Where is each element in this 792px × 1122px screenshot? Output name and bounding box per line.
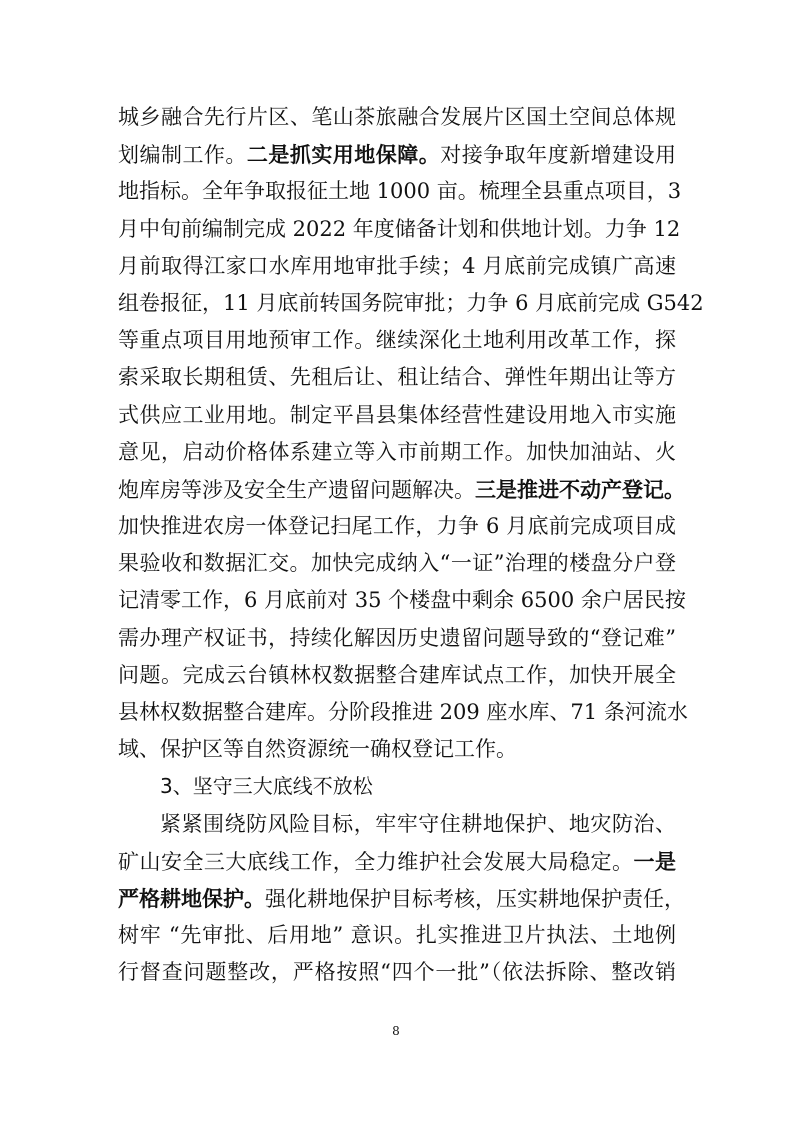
text-line: 索采取长期租赁、先租后让、租让结合、弹性年期出让等方 <box>118 365 676 390</box>
text-line: 域、保护区等自然资源统一确权登记工作。 <box>118 737 517 762</box>
emphasis-text: 严格耕地保护。 <box>118 885 265 911</box>
text-line: 需办理产权证书，持续化解因历史遗留问题导致的“登记难” <box>118 625 676 650</box>
text-line: 城乡融合先行片区、笔山茶旅融合发展片区国土空间总体规 <box>118 105 676 129</box>
text-line: 式供应工业用地。制定平昌县集体经营性建设用地入市实施 <box>118 402 676 427</box>
text-line: 意见，启动价格体系建立等入市前期工作。加快加油站、火 <box>118 439 676 464</box>
text-line: 月中旬前编制完成 2022 年度储备计划和供地计划。力争 12 <box>118 216 681 241</box>
text-line: 炮库房等涉及安全生产遗留问题解决。三是推进不动产登记。 <box>118 476 685 502</box>
text-line: 树牢 “先审批、后用地” 意识。扎实推进卫片执法、土地例 <box>118 923 676 948</box>
text-line: 问题。完成云台镇林权数据整合建库试点工作，加快开展全 <box>118 662 676 687</box>
section-heading: 3、坚守三大底线不放松 <box>160 774 373 799</box>
text-line: 严格耕地保护。强化耕地保护目标考核，压实耕地保护责任， <box>118 885 685 911</box>
text-line: 行督查问题整改，严格按照“四个一批”（依法拆除、整改销 <box>118 960 676 985</box>
text-line: 矿山安全三大底线工作，全力维护社会发展大局稳定。一是 <box>118 848 677 874</box>
emphasis-text: 一是 <box>633 848 677 874</box>
text-line: 划编制工作。二是抓实用地保障。对接争取年度新增建设用 <box>118 142 677 168</box>
body-text <box>118 99 704 992</box>
text-line: 组卷报征，11 月底前转国务院审批；力争 6 月底前完成 G542 <box>118 290 704 315</box>
page-number: 8 <box>392 1024 400 1038</box>
text-line: 加快推进农房一体登记扫尾工作，力争 6 月底前完成项目成 <box>118 514 676 539</box>
text-line: 月前取得江家口水库用地审批手续；4 月底前完成镇广高速 <box>118 253 676 278</box>
text-line: 县林权数据整合建库。分阶段推进 209 座水库、71 条河流水 <box>118 700 688 724</box>
emphasis-text: 三是推进不动产登记。 <box>475 476 685 502</box>
text-line: 记清零工作，6 月底前对 35 个楼盘中剩余 6500 余户居民按 <box>118 588 686 613</box>
text-line: 等重点项目用地预审工作。继续深化土地利用改革工作，探 <box>118 328 676 353</box>
emphasis-text: 二是抓实用地保障。 <box>246 142 441 168</box>
text-line: 果验收和数据汇交。加快完成纳入“一证”治理的楼盘分户登 <box>118 551 676 576</box>
text-line: 地指标。全年争取报征土地 1000 亩。梳理全县重点项目，3 <box>118 179 682 204</box>
text-line: 紧紧围绕防风险目标，牢牢守住耕地保护、地灾防治、 <box>160 811 676 836</box>
